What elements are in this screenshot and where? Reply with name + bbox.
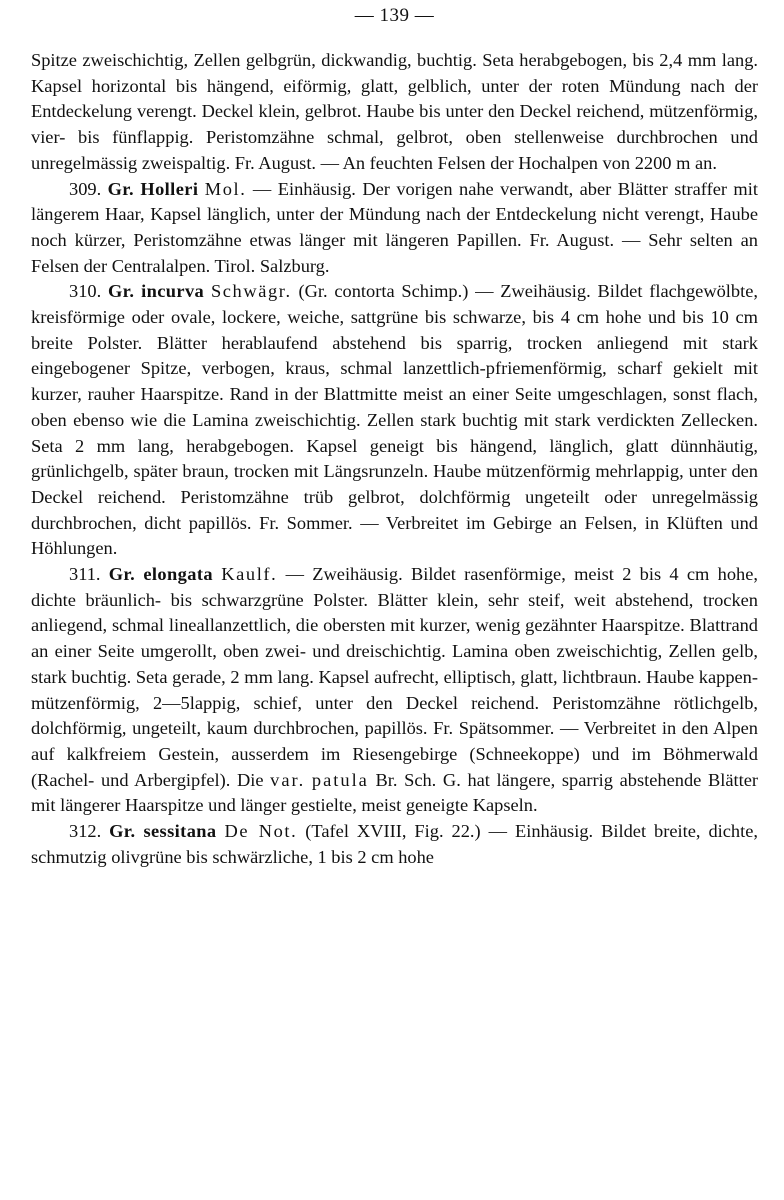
entry-number: 311. bbox=[69, 564, 101, 585]
species-name: sessitana bbox=[143, 821, 217, 842]
entry-number: 310. bbox=[69, 281, 102, 302]
author-name: Kaulf. bbox=[221, 564, 278, 585]
author-name: De Not. bbox=[224, 821, 298, 842]
species-entry-309 bbox=[31, 177, 758, 280]
document-body bbox=[31, 48, 758, 871]
genus-abbreviation: Gr. bbox=[107, 281, 135, 302]
variety-name: patula bbox=[311, 769, 369, 790]
genus-abbreviation: Gr. bbox=[109, 821, 136, 842]
species-name: incurva bbox=[141, 281, 205, 302]
genus-abbreviation: Gr. bbox=[107, 178, 134, 199]
author-name: Schwägr. bbox=[210, 281, 292, 302]
genus-abbreviation: Gr. bbox=[108, 564, 136, 585]
species-entry-310 bbox=[31, 279, 758, 562]
author-name: Mol. bbox=[204, 178, 247, 199]
variety-label: var. bbox=[270, 769, 306, 790]
entry-description: (Gr. contorta Schimp.) — Zweihäusig. Bildet flachgewölbte, kreisförmige oder ovale, lockere, weiche, sattgrüne bis schwarze, bis 4 cm hohe und bis 10 cm breite Polster. Blätter herablaufend abstehend bis sparrig, trocken anliegend mit stark eingebogener Spitze, verbogen, kraus, schmal lanzettlich-pfriemenförmig, scharf gekielt mit kurzer, rauher Haarspitze. Rand in der Blattmitte meist an einer Seite umgeschlagen, sonst flach, oben ebenso wie die Lamina zweischichtig. Zellen stark buchtig mit stark verdickten Zellecken. Seta 2 mm lang, herabgebogen. Kapsel geneigt bis hängend, länglich, glatt dünnhäutig, grünlichgelb, später braun, trocken mit Längsrunzeln. Haube mützenförmig mehrlappig, unter den Deckel reichend. Peristomzähne trüb gelbrot, dolchförmig ungeteilt oder unregelmässig durchbrochen, dicht papillös. Fr. Sommer. — Verbreitet im Gebirge an Felsen, in Klüften und Höhlungen. bbox=[31, 281, 758, 559]
entry-number: 312. bbox=[69, 821, 102, 842]
species-name: Holleri bbox=[140, 178, 199, 199]
document-page bbox=[31, 0, 758, 1200]
entry-description: — Zweihäusig. Bildet rasenförmige, meist 2 bis 4 cm hohe, dichte bräunlich- bis schwarzgrüne Polster. Blätter klein, sehr steif, weit abstehend, trocken anliegend, schmal lineallanzettlich, die obersten mit kurzer, wenig gezähnter Haarspitze. Blattrand an einer Seite umgerollt, oben zwei- und dreischichtig. Lamina oben zweischichtig, Zellen gelb, stark buchtig. Seta gerade, 2 mm lang. Kapsel aufrecht, elliptisch, glatt, lichtbraun. Haube kappen-mützenförmig, 2—5lappig, schief, unter den Deckel reichend. Peristomzähne rötlichgelb, dolchförmig, ungeteilt, kaum durchbrochen, papillös. Fr. Spätsommer. — Verbreitet in den Alpen auf kalkfreiem Gestein, ausserdem im Riesengebirge (Schneekoppe) und im Böhmerwald (Rachel- und Arbergipfel). Die bbox=[31, 564, 758, 790]
variety-description: Br. Sch. G. hat längere, sparrig abstehende Blätter mit längerer Haarspitze und länger gestielte, meist geneigte Kapseln. bbox=[31, 769, 758, 816]
entry-description: — Einhäusig. Der vorigen nahe verwandt, aber Blätter straffer mit längerem Haar, Kapsel länglich, unter der Mündung nach der Entdeckelung nicht verengt, Haube noch kürzer, Peristomzähne etwas länger mit längeren Papillen. Fr. August. — Sehr selten an Felsen der Centralalpen. Tirol. Salzburg. bbox=[31, 178, 758, 276]
page-number: — 139 — bbox=[354, 5, 435, 26]
paragraph-text: Spitze zweischichtig, Zellen gelbgrün, dickwandig, buchtig. Seta herabgebogen, bis 2,4 mm lang. Kapsel horizontal bis hängend, eiförmig, glatt, gelblich, unter der roten Mündung nach der Entdeckelung verengt. Deckel klein, gelbrot. Haube bis unter den Deckel reichend, mützenförmig, vier- bis fünflappig. Peristomzähne schmal, gelbrot, oben stellenweise durchbrochen und unregelmässig zweispaltig. Fr. August. — An feuchten Felsen der Hochalpen von 2200 m an. bbox=[31, 50, 758, 173]
entry-description: (Tafel XVIII, Fig. 22.) — Einhäusig. Bildet breite, dichte, schmutzig olivgrüne bis schwärzliche, 1 bis 2 cm hohe bbox=[31, 821, 758, 867]
species-entry-311 bbox=[31, 562, 758, 819]
species-name: elongata bbox=[143, 564, 213, 585]
paragraph-continuation bbox=[31, 48, 758, 177]
species-entry-312 bbox=[31, 819, 758, 870]
entry-number: 309. bbox=[69, 178, 102, 199]
